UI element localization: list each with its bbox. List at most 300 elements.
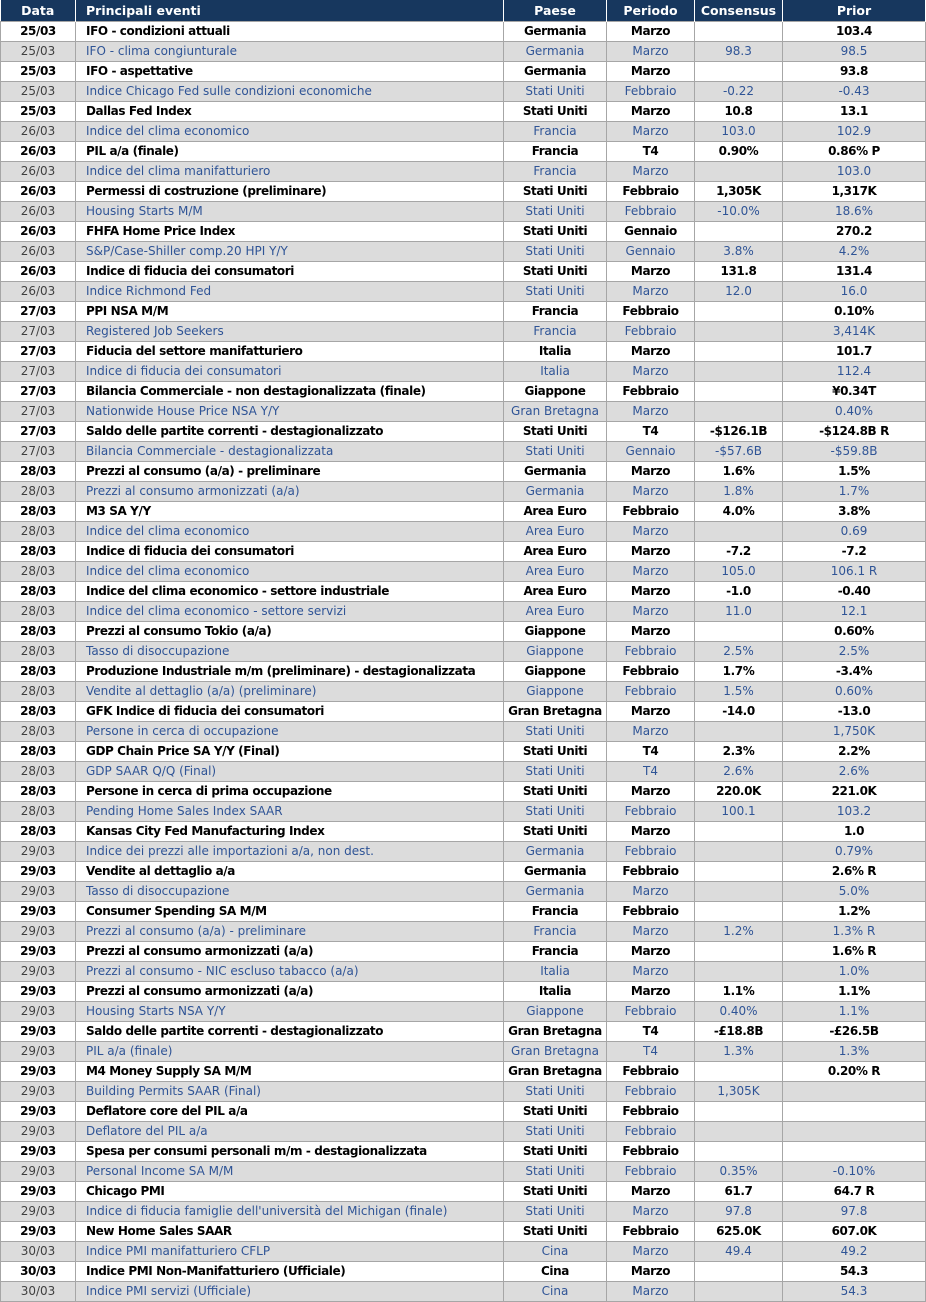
cell-prior: 1.1% [783,1001,926,1021]
cell-consensus: -10.0% [695,201,783,221]
cell-country: Germania [504,61,607,81]
table-row [1,661,926,681]
cell-event: Permessi di costruzione (preliminare) [76,181,504,201]
cell-consensus: 61.7 [695,1181,783,1201]
cell-consensus [695,401,783,421]
header-prior: Prior [783,0,926,21]
cell-country: Stati Uniti [504,1221,607,1241]
cell-period: T4 [607,761,695,781]
cell-country: Area Euro [504,541,607,561]
cell-period: Gennaio [607,441,695,461]
cell-country: Germania [504,861,607,881]
cell-consensus: 1,305K [695,181,783,201]
cell-period: Febbraio [607,181,695,201]
cell-prior: -0.10% [783,1161,926,1181]
cell-consensus [695,841,783,861]
cell-consensus [695,1101,783,1121]
cell-consensus: 1.8% [695,481,783,501]
cell-prior: 131.4 [783,261,926,281]
cell-consensus: 1,305K [695,1081,783,1101]
cell-consensus: 1.2% [695,921,783,941]
cell-period: T4 [607,1041,695,1061]
cell-country: Area Euro [504,581,607,601]
cell-date: 29/03 [1,1141,76,1161]
cell-date: 29/03 [1,961,76,981]
cell-date: 26/03 [1,121,76,141]
table-row [1,801,926,821]
cell-period: Marzo [607,981,695,1001]
table-row [1,601,926,621]
cell-consensus [695,1061,783,1081]
cell-country: Stati Uniti [504,441,607,461]
cell-prior: 13.1 [783,101,926,121]
cell-period: Marzo [607,961,695,981]
cell-prior: 0.69 [783,521,926,541]
cell-period: Marzo [607,481,695,501]
cell-event: Saldo delle partite correnti - destagionalizzato [76,1021,504,1041]
cell-period: Marzo [607,821,695,841]
cell-date: 28/03 [1,541,76,561]
cell-date: 28/03 [1,701,76,721]
cell-period: Marzo [607,941,695,961]
cell-consensus: 0.40% [695,1001,783,1021]
cell-consensus: 1.7% [695,661,783,681]
cell-prior: 0.60% [783,681,926,701]
cell-prior: 0.20% R [783,1061,926,1081]
cell-consensus: 105.0 [695,561,783,581]
cell-country: Italia [504,961,607,981]
cell-period: Gennaio [607,221,695,241]
cell-event: Bilancia Commerciale - non destagionalizzata (finale) [76,381,504,401]
cell-country: Germania [504,461,607,481]
cell-prior: 0.86% P [783,141,926,161]
cell-consensus [695,821,783,841]
cell-date: 30/03 [1,1261,76,1281]
cell-consensus: 2.3% [695,741,783,761]
cell-prior: 0.40% [783,401,926,421]
cell-country: Gran Bretagna [504,1061,607,1081]
cell-date: 28/03 [1,761,76,781]
cell-country: Area Euro [504,561,607,581]
cell-country: Germania [504,841,607,861]
table-row [1,1141,926,1161]
header-period: Periodo [607,0,695,21]
cell-date: 29/03 [1,921,76,941]
cell-prior: 1.5% [783,461,926,481]
cell-country: Stati Uniti [504,221,607,241]
cell-country: Francia [504,901,607,921]
cell-country: Stati Uniti [504,1121,607,1141]
cell-event: Dallas Fed Index [76,101,504,121]
cell-date: 28/03 [1,461,76,481]
cell-consensus: 11.0 [695,601,783,621]
cell-consensus: 103.0 [695,121,783,141]
cell-country: Cina [504,1261,607,1281]
cell-event: Deflatore del PIL a/a [76,1121,504,1141]
cell-prior: 93.8 [783,61,926,81]
cell-event: Spesa per consumi personali m/m - destagionalizzata [76,1141,504,1161]
cell-country: Stati Uniti [504,1201,607,1221]
cell-event: Prezzi al consumo (a/a) - preliminare [76,461,504,481]
cell-event: PPI NSA M/M [76,301,504,321]
cell-date: 29/03 [1,981,76,1001]
cell-event: Building Permits SAAR (Final) [76,1081,504,1101]
cell-period: Marzo [607,561,695,581]
cell-prior: 3,414K [783,321,926,341]
cell-date: 26/03 [1,261,76,281]
table-row [1,1201,926,1221]
table-row [1,681,926,701]
cell-prior: 1,317K [783,181,926,201]
cell-event: Indice di fiducia dei consumatori [76,361,504,381]
cell-period: Marzo [607,101,695,121]
cell-date: 29/03 [1,841,76,861]
cell-country: Stati Uniti [504,1101,607,1121]
table-row [1,561,926,581]
cell-consensus [695,1121,783,1141]
cell-date: 29/03 [1,1061,76,1081]
cell-period: Marzo [607,1201,695,1221]
cell-country: Gran Bretagna [504,1021,607,1041]
table-row [1,161,926,181]
cell-consensus: 1.1% [695,981,783,1001]
table-row [1,641,926,661]
table-header [1,0,926,21]
cell-period: Febbraio [607,901,695,921]
cell-country: Francia [504,941,607,961]
cell-date: 26/03 [1,281,76,301]
header-country: Paese [504,0,607,21]
cell-event: Housing Starts M/M [76,201,504,221]
cell-consensus: 2.5% [695,641,783,661]
cell-period: Marzo [607,921,695,941]
cell-period: Marzo [607,21,695,41]
cell-prior [783,1141,926,1161]
cell-prior: 106.1 R [783,561,926,581]
table-row [1,701,926,721]
cell-date: 29/03 [1,1041,76,1061]
cell-date: 28/03 [1,681,76,701]
cell-consensus [695,1281,783,1301]
cell-event: FHFA Home Price Index [76,221,504,241]
cell-period: Gennaio [607,241,695,261]
cell-event: Indice del clima economico [76,121,504,141]
table-row [1,341,926,361]
cell-country: Francia [504,321,607,341]
table-row [1,1221,926,1241]
cell-consensus [695,521,783,541]
cell-consensus [695,901,783,921]
cell-consensus [695,1261,783,1281]
cell-event: Registered Job Seekers [76,321,504,341]
cell-consensus [695,881,783,901]
cell-event: S&P/Case-Shiller comp.20 HPI Y/Y [76,241,504,261]
cell-consensus: -£18.8B [695,1021,783,1041]
cell-country: Stati Uniti [504,261,607,281]
cell-date: 27/03 [1,321,76,341]
table-row [1,321,926,341]
cell-consensus [695,341,783,361]
cell-prior: 103.4 [783,21,926,41]
cell-prior: 102.9 [783,121,926,141]
table-row [1,141,926,161]
cell-country: Gran Bretagna [504,1041,607,1061]
cell-consensus: -7.2 [695,541,783,561]
cell-date: 28/03 [1,641,76,661]
cell-event: Nationwide House Price NSA Y/Y [76,401,504,421]
cell-date: 29/03 [1,1201,76,1221]
cell-consensus [695,21,783,41]
table-row [1,781,926,801]
cell-prior: 1.0% [783,961,926,981]
cell-period: Febbraio [607,321,695,341]
cell-period: Febbraio [607,681,695,701]
cell-date: 29/03 [1,881,76,901]
cell-country: Stati Uniti [504,1181,607,1201]
cell-consensus [695,221,783,241]
cell-country: Giappone [504,381,607,401]
table-row [1,301,926,321]
cell-period: Marzo [607,721,695,741]
cell-period: T4 [607,1021,695,1041]
cell-prior: 103.0 [783,161,926,181]
table-row [1,1061,926,1081]
cell-event: Vendite al dettaglio (a/a) (preliminare) [76,681,504,701]
cell-event: Personal Income SA M/M [76,1161,504,1181]
cell-consensus: 1.5% [695,681,783,701]
cell-country: Giappone [504,621,607,641]
cell-date: 29/03 [1,1181,76,1201]
cell-period: T4 [607,741,695,761]
table-row [1,361,926,381]
cell-prior: 270.2 [783,221,926,241]
cell-prior: 18.6% [783,201,926,221]
cell-prior [783,1121,926,1141]
cell-country: Italia [504,361,607,381]
cell-event: Indice del clima economico [76,561,504,581]
table-row [1,901,926,921]
cell-period: Febbraio [607,661,695,681]
cell-prior: -$124.8B R [783,421,926,441]
cell-event: M4 Money Supply SA M/M [76,1061,504,1081]
cell-period: Marzo [607,341,695,361]
table-row [1,621,926,641]
cell-date: 28/03 [1,801,76,821]
table-row [1,81,926,101]
cell-event: Indice di fiducia famiglie dell'università del Michigan (finale) [76,1201,504,1221]
table-row [1,521,926,541]
cell-period: T4 [607,421,695,441]
cell-prior: -$59.8B [783,441,926,461]
cell-prior: 1,750K [783,721,926,741]
cell-period: Febbraio [607,1101,695,1121]
cell-date: 28/03 [1,481,76,501]
cell-period: Febbraio [607,1161,695,1181]
table-row [1,41,926,61]
cell-date: 27/03 [1,341,76,361]
cell-date: 28/03 [1,721,76,741]
cell-consensus [695,1141,783,1161]
cell-period: Marzo [607,541,695,561]
cell-country: Francia [504,121,607,141]
cell-prior: -0.43 [783,81,926,101]
cell-consensus: -14.0 [695,701,783,721]
cell-prior: 1.7% [783,481,926,501]
cell-prior: 0.60% [783,621,926,641]
cell-country: Germania [504,21,607,41]
cell-prior: -3.4% [783,661,926,681]
cell-period: Marzo [607,361,695,381]
cell-period: Febbraio [607,861,695,881]
cell-country: Stati Uniti [504,1161,607,1181]
cell-prior [783,1101,926,1121]
cell-period: Febbraio [607,1141,695,1161]
cell-date: 29/03 [1,1101,76,1121]
cell-event: GFK Indice di fiducia dei consumatori [76,701,504,721]
cell-date: 26/03 [1,221,76,241]
cell-date: 25/03 [1,41,76,61]
cell-country: Stati Uniti [504,81,607,101]
cell-country: Giappone [504,661,607,681]
cell-prior: 1.0 [783,821,926,841]
cell-prior: -7.2 [783,541,926,561]
cell-prior: 101.7 [783,341,926,361]
cell-event: IFO - condizioni attuali [76,21,504,41]
cell-prior: 16.0 [783,281,926,301]
cell-country: Francia [504,301,607,321]
cell-date: 28/03 [1,501,76,521]
cell-prior: 54.3 [783,1261,926,1281]
cell-event: Persone in cerca di occupazione [76,721,504,741]
cell-period: Febbraio [607,81,695,101]
cell-event: GDP SAAR Q/Q (Final) [76,761,504,781]
cell-country: Giappone [504,1001,607,1021]
table-row [1,241,926,261]
table-row [1,181,926,201]
table-row [1,961,926,981]
cell-country: Francia [504,921,607,941]
cell-consensus [695,381,783,401]
cell-event: Vendite al dettaglio a/a [76,861,504,881]
header-consensus: Consensus [695,0,783,21]
cell-date: 25/03 [1,81,76,101]
cell-prior: 2.6% R [783,861,926,881]
cell-period: Marzo [607,701,695,721]
table-row [1,421,926,441]
cell-country: Stati Uniti [504,281,607,301]
cell-consensus [695,361,783,381]
table-row [1,721,926,741]
table-row [1,221,926,241]
cell-period: Febbraio [607,1081,695,1101]
header-row [1,0,926,21]
cell-date: 26/03 [1,241,76,261]
cell-prior: 2.2% [783,741,926,761]
cell-event: Chicago PMI [76,1181,504,1201]
table-row [1,881,926,901]
cell-prior: 2.5% [783,641,926,661]
table-row [1,1021,926,1041]
cell-date: 27/03 [1,401,76,421]
cell-date: 25/03 [1,101,76,121]
table-row [1,841,926,861]
cell-period: Febbraio [607,1221,695,1241]
table-row [1,261,926,281]
cell-consensus: 98.3 [695,41,783,61]
cell-period: Febbraio [607,841,695,861]
cell-date: 28/03 [1,561,76,581]
cell-event: Indice PMI servizi (Ufficiale) [76,1281,504,1301]
cell-event: GDP Chain Price SA Y/Y (Final) [76,741,504,761]
cell-consensus: 4.0% [695,501,783,521]
cell-country: Stati Uniti [504,801,607,821]
table-row [1,921,926,941]
cell-country: Germania [504,41,607,61]
cell-date: 28/03 [1,601,76,621]
cell-country: Italia [504,341,607,361]
cell-country: Stati Uniti [504,821,607,841]
cell-event: Indice Chicago Fed sulle condizioni economiche [76,81,504,101]
cell-event: Prezzi al consumo (a/a) - preliminare [76,921,504,941]
table-row [1,941,926,961]
table-row [1,741,926,761]
cell-period: Febbraio [607,641,695,661]
cell-event: Deflatore core del PIL a/a [76,1101,504,1121]
table-row [1,1161,926,1181]
cell-date: 25/03 [1,61,76,81]
table-body [1,21,926,1301]
cell-country: Area Euro [504,501,607,521]
cell-event: Indice di fiducia dei consumatori [76,541,504,561]
cell-prior: 1.1% [783,981,926,1001]
cell-prior: ¥0.34T [783,381,926,401]
cell-period: Marzo [607,881,695,901]
cell-date: 25/03 [1,21,76,41]
cell-event: Prezzi al consumo armonizzati (a/a) [76,941,504,961]
cell-period: T4 [607,141,695,161]
cell-prior: 97.8 [783,1201,926,1221]
cell-event: Pending Home Sales Index SAAR [76,801,504,821]
cell-country: Germania [504,481,607,501]
cell-date: 28/03 [1,661,76,681]
cell-event: Tasso di disoccupazione [76,641,504,661]
cell-consensus: -0.22 [695,81,783,101]
cell-country: Stati Uniti [504,181,607,201]
cell-event: Prezzi al consumo armonizzati (a/a) [76,981,504,1001]
cell-country: Stati Uniti [504,201,607,221]
cell-period: Marzo [607,401,695,421]
cell-consensus: -1.0 [695,581,783,601]
cell-date: 29/03 [1,861,76,881]
cell-prior: 0.79% [783,841,926,861]
cell-date: 29/03 [1,1001,76,1021]
cell-event: Indice PMI manifatturiero CFLP [76,1241,504,1261]
cell-prior: 1.2% [783,901,926,921]
cell-period: Marzo [607,1181,695,1201]
table-row [1,541,926,561]
cell-prior: 3.8% [783,501,926,521]
cell-date: 27/03 [1,361,76,381]
cell-country: Stati Uniti [504,741,607,761]
cell-period: Marzo [607,1241,695,1261]
cell-event: PIL a/a (finale) [76,141,504,161]
cell-prior: 98.5 [783,41,926,61]
cell-country: Area Euro [504,521,607,541]
cell-period: Febbraio [607,201,695,221]
cell-event: PIL a/a (finale) [76,1041,504,1061]
cell-country: Giappone [504,681,607,701]
table-row [1,481,926,501]
